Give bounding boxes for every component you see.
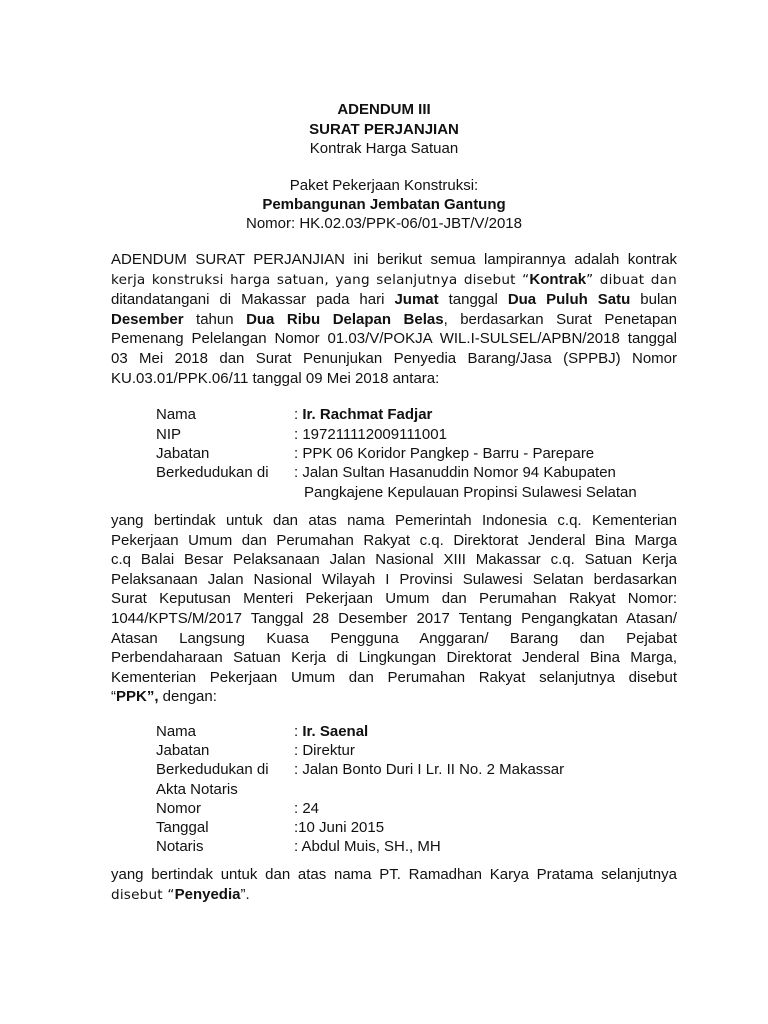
- provider-line: disebut “Penyedia”.: [111, 885, 250, 903]
- document-page: ADENDUM III SURAT PERJANJIAN Kontrak Harga Satuan Paket Pekerjaan Konstruksi: Pembangunan Jembatan Gantung Nomor: HK.02.03/PPK-06/01-JBT/V/2018 ADENDUM SURAT PERJANJIAN ini berikut semua lampirannya adalah kontrak kerja konstruksi harga satuan, yang selanjutnya disebut “Kontrak” dibuat dan ditandatangani di Makassar pada hari Jumat tanggal Dua Puluh Satu bulan Desember tahun Dua Ribu Delapan Belas, berdasarkan Surat Penetapan Pemenang Pelelangan Nomor 01.03/V/POKJA WIL.I-SULSEL/APBN/2018 tanggal 03 Mei 2018 dan Surat Penunjukan Penyedia Barang/Jasa (SPPBJ) Nomor KU.03.01/PPK.06/11 tanggal 09 Mei 2018 antara: Nama : Ir. Rachmat Fadjar NIP : 197211112009111001 Jabatan : PPK 06 Koridor Pangkep - Barru - Parepare Berkedudukan di : Jalan Sultan Hasanuddin Nomor 94 Kabupaten Pangkajene Kepulauan Propinsi Sulawesi Selatan yang bertindak untuk dan atas nama Pemerintah Indonesia c.q. Kementerian Pekerjaan Umum dan Perumahan Rakyat c.q. Direktorat Jenderal Bina Marga c.q Balai Besar Pelaksanaan Jalan Nasional XIII Makassar c.q. Satuan Kerja Pelaksanaan Jalan Nasional Wilayah I Provinsi Sulawesi Selatan berdasarkan Surat Keputusan Menteri Pekerjaan Umum dan Perumahan Rakyat Nomor: 1044/KPTS/M/2017 Tanggal 28 Desember 2017 Tentang Pengangkatan Atasan/ Atasan Langsung Kuasa Pengguna Anggaran/ Barang dan Pejabat Perbendaharaan Satuan Kerja di Lingkungan Direktorat Jenderal Bina Marga, Kementerian Pekerjaan Umum dan Perumahan Rakyat selanjutnya disebut “PPK”, dengan: Nama : Ir. Saenal Jabatan : Direktur Berkedudukan di : Jalan Bonto Duri I Lr. II No. 2 Makassar Akta Notaris Nomor : 24 Tanggal :10 Juni 2015 Notaris : Abdul Muis, SH., MH yang bertindak untuk dan atas nama PT. Ramadhan Karya Pratama selanjutnya disebut “Penyedia”.: [0, 0, 768, 1024]
- intro-line: kerja konstruksi harga satuan, yang selanjutnya disebut “Kontrak” dibuat dan: [111, 270, 677, 288]
- provider-paragraph: [111, 865, 677, 905]
- document-title: ADENDUM III: [337, 101, 431, 118]
- contract-type: Kontrak Harga Satuan: [309, 140, 459, 157]
- ppk-line: Atasan Langsung Kuasa Pengguna Anggaran/ Barang dan Pejabat: [111, 629, 677, 647]
- ppk-paragraph: [111, 511, 677, 707]
- ppk-line: Surat Keputusan Menteri Pekerjaan Umum dan Perumahan Rakyat Nomor:: [111, 590, 677, 608]
- document-subtitle-title: SURAT PERJANJIAN: [309, 121, 459, 138]
- intro-paragraph: [111, 250, 677, 388]
- intro-line: ditandatangani di Makassar pada hari Jumat tanggal Dua Puluh Satu bulan: [111, 291, 677, 309]
- ppk-line: yang bertindak untuk dan atas nama Pemerintah Indonesia c.q. Kementerian: [111, 512, 677, 529]
- provider-line: yang bertindak untuk dan atas nama PT. Ramadhan Karya Pratama selanjutnya: [111, 866, 677, 883]
- ppk-line: c.q Balai Besar Pelaksanaan Jalan Nasional XIII Makassar c.q. Satuan Kerja: [111, 551, 677, 569]
- party1-name: Ir. Rachmat Fadjar: [302, 406, 433, 423]
- package-label: Paket Pekerjaan Konstruksi:: [289, 177, 479, 194]
- package-name: Pembangunan Jembatan Gantung: [262, 196, 506, 213]
- intro-line: ADENDUM SURAT PERJANJIAN ini berikut semua lampirannya adalah kontrak: [111, 251, 677, 268]
- party2-name: Ir. Saenal: [302, 723, 369, 740]
- intro-line: Desember tahun Dua Ribu Delapan Belas, berdasarkan Surat Penetapan: [111, 310, 677, 328]
- ppk-line: “PPK”, dengan:: [111, 688, 217, 706]
- intro-line: 03 Mei 2018 dan Surat Penunjukan Penyedia Barang/Jasa (SPPBJ) Nomor: [111, 349, 677, 367]
- intro-line: KU.03.01/PPK.06/11 tanggal 09 Mei 2018 antara:: [111, 369, 440, 387]
- ppk-line: Perbendaharaan Satuan Kerja di Lingkungan Direktorat Jenderal Bina Marga,: [111, 649, 677, 667]
- intro-line: Pemenang Pelelangan Nomor 01.03/V/POKJA WIL.I-SULSEL/APBN/2018 tanggal: [111, 330, 677, 348]
- contract-number: Nomor: HK.02.03/PPK-06/01-JBT/V/2018: [246, 215, 522, 232]
- ppk-line: Pelaksanaan Jalan Nasional Wilayah I Provinsi Sulawesi Selatan berdasarkan: [111, 570, 677, 588]
- ppk-line: 1044/KPTS/M/2017 Tanggal 28 Desember 2017 Tentang Pengangkatan Atasan/: [111, 609, 677, 627]
- ppk-line: Pekerjaan Umum dan Perumahan Rakyat c.q. Direktorat Jenderal Bina Marga: [111, 531, 677, 549]
- ppk-line: Kementerian Pekerjaan Umum dan Perumahan Rakyat selanjutnya disebut: [111, 668, 677, 686]
